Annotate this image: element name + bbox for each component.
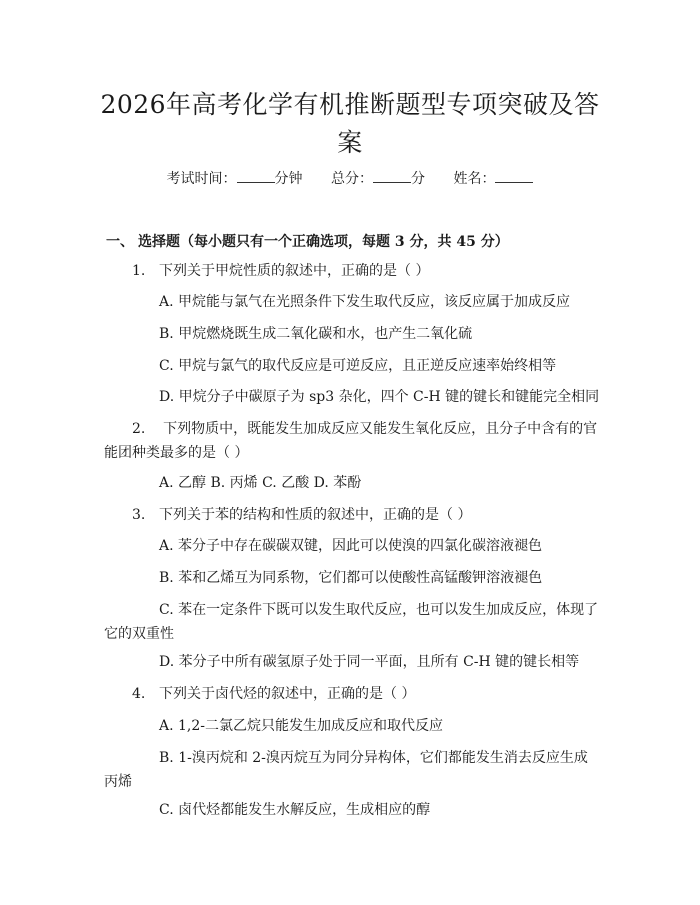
exam-info-row: [0, 168, 700, 188]
question-number: 1.: [132, 263, 146, 279]
question-1-option-c: C. 甲烷与氯气的取代反应是可逆反应，且正逆反应速率始终相等: [159, 358, 557, 374]
student-name-field: [453, 171, 533, 187]
total-score-label: 总分：: [331, 171, 373, 187]
section-title: 选择题（每小题只有一个正确选项，每题 3 分，共 45 分）: [138, 234, 509, 250]
question-4-option-a: A. 1,2-二氯乙烷只能发生加成反应和取代反应: [159, 718, 444, 734]
question-3-option-b: B. 苯和乙烯互为同系物，它们都可以使酸性高锰酸钾溶液褪色: [159, 570, 543, 586]
question-number: 4.: [132, 686, 146, 702]
question-2-options: A. 乙醇 B. 丙烯 C. 乙酸 D. 苯酚: [159, 475, 362, 491]
total-score-field: [331, 171, 429, 187]
exam-time-unit: 分钟: [274, 171, 303, 187]
question-4-option-b: B. 1-溴丙烷和 2-溴丙烷互为同分异构体，它们都能发生消去反应生成丙烯: [104, 750, 588, 790]
total-score-blank[interactable]: [373, 169, 411, 183]
question-4-stem: [132, 684, 415, 704]
exam-time-blank[interactable]: [237, 169, 275, 183]
student-name-label: 姓名：: [453, 171, 496, 187]
question-1-option-d: D. 甲烷分子中碳原子为 sp3 杂化，四个 C-H 键的键长和键能完全相同: [159, 389, 600, 405]
question-text: 下列关于卤代烃的叙述中，正确的是（ ）: [159, 686, 416, 702]
question-number: 2.: [132, 421, 146, 437]
question-number: 3.: [132, 507, 146, 523]
document-title: 2026年高考化学有机推断题型专项突破及答案: [100, 90, 600, 157]
question-3-option-c: C. 苯在一定条件下既可以发生取代反应，也可以发生加成反应，体现了它的双重性: [104, 602, 599, 642]
question-text: 下列物质中，既能发生加成反应又能发生氧化反应，且分子中含有的官能团种类最多的是（ ）: [104, 421, 598, 461]
exam-time-label: 考试时间：: [166, 171, 237, 187]
question-4-option-c: C. 卤代烃都能发生水解反应，生成相应的醇: [159, 802, 431, 818]
exam-time-field: [167, 171, 307, 187]
question-text: 下列关于苯的结构和性质的叙述中，正确的是（ ）: [159, 507, 472, 523]
question-3-stem: [132, 505, 471, 525]
student-name-blank[interactable]: [495, 169, 533, 183]
section-number: 一、: [106, 234, 134, 250]
question-1-stem: [132, 261, 429, 281]
question-text: 下列关于甲烷性质的叙述中，正确的是（ ）: [159, 263, 430, 279]
section-heading: [106, 231, 509, 251]
total-score-unit: 分: [411, 171, 425, 187]
question-1-option-a: A. 甲烷能与氯气在光照条件下发生取代反应，该反应属于加成反应: [159, 294, 571, 310]
question-3-option-a: A. 苯分子中存在碳碳双键，因此可以使溴的四氯化碳溶液褪色: [159, 538, 543, 554]
question-1-option-b: B. 甲烷燃烧既生成二氧化碳和水，也产生二氧化硫: [159, 326, 473, 342]
question-2-stem: [104, 417, 600, 465]
question-3-option-d: D. 苯分子中所有碳氢原子处于同一平面，且所有 C-H 键的键长相等: [159, 654, 580, 670]
